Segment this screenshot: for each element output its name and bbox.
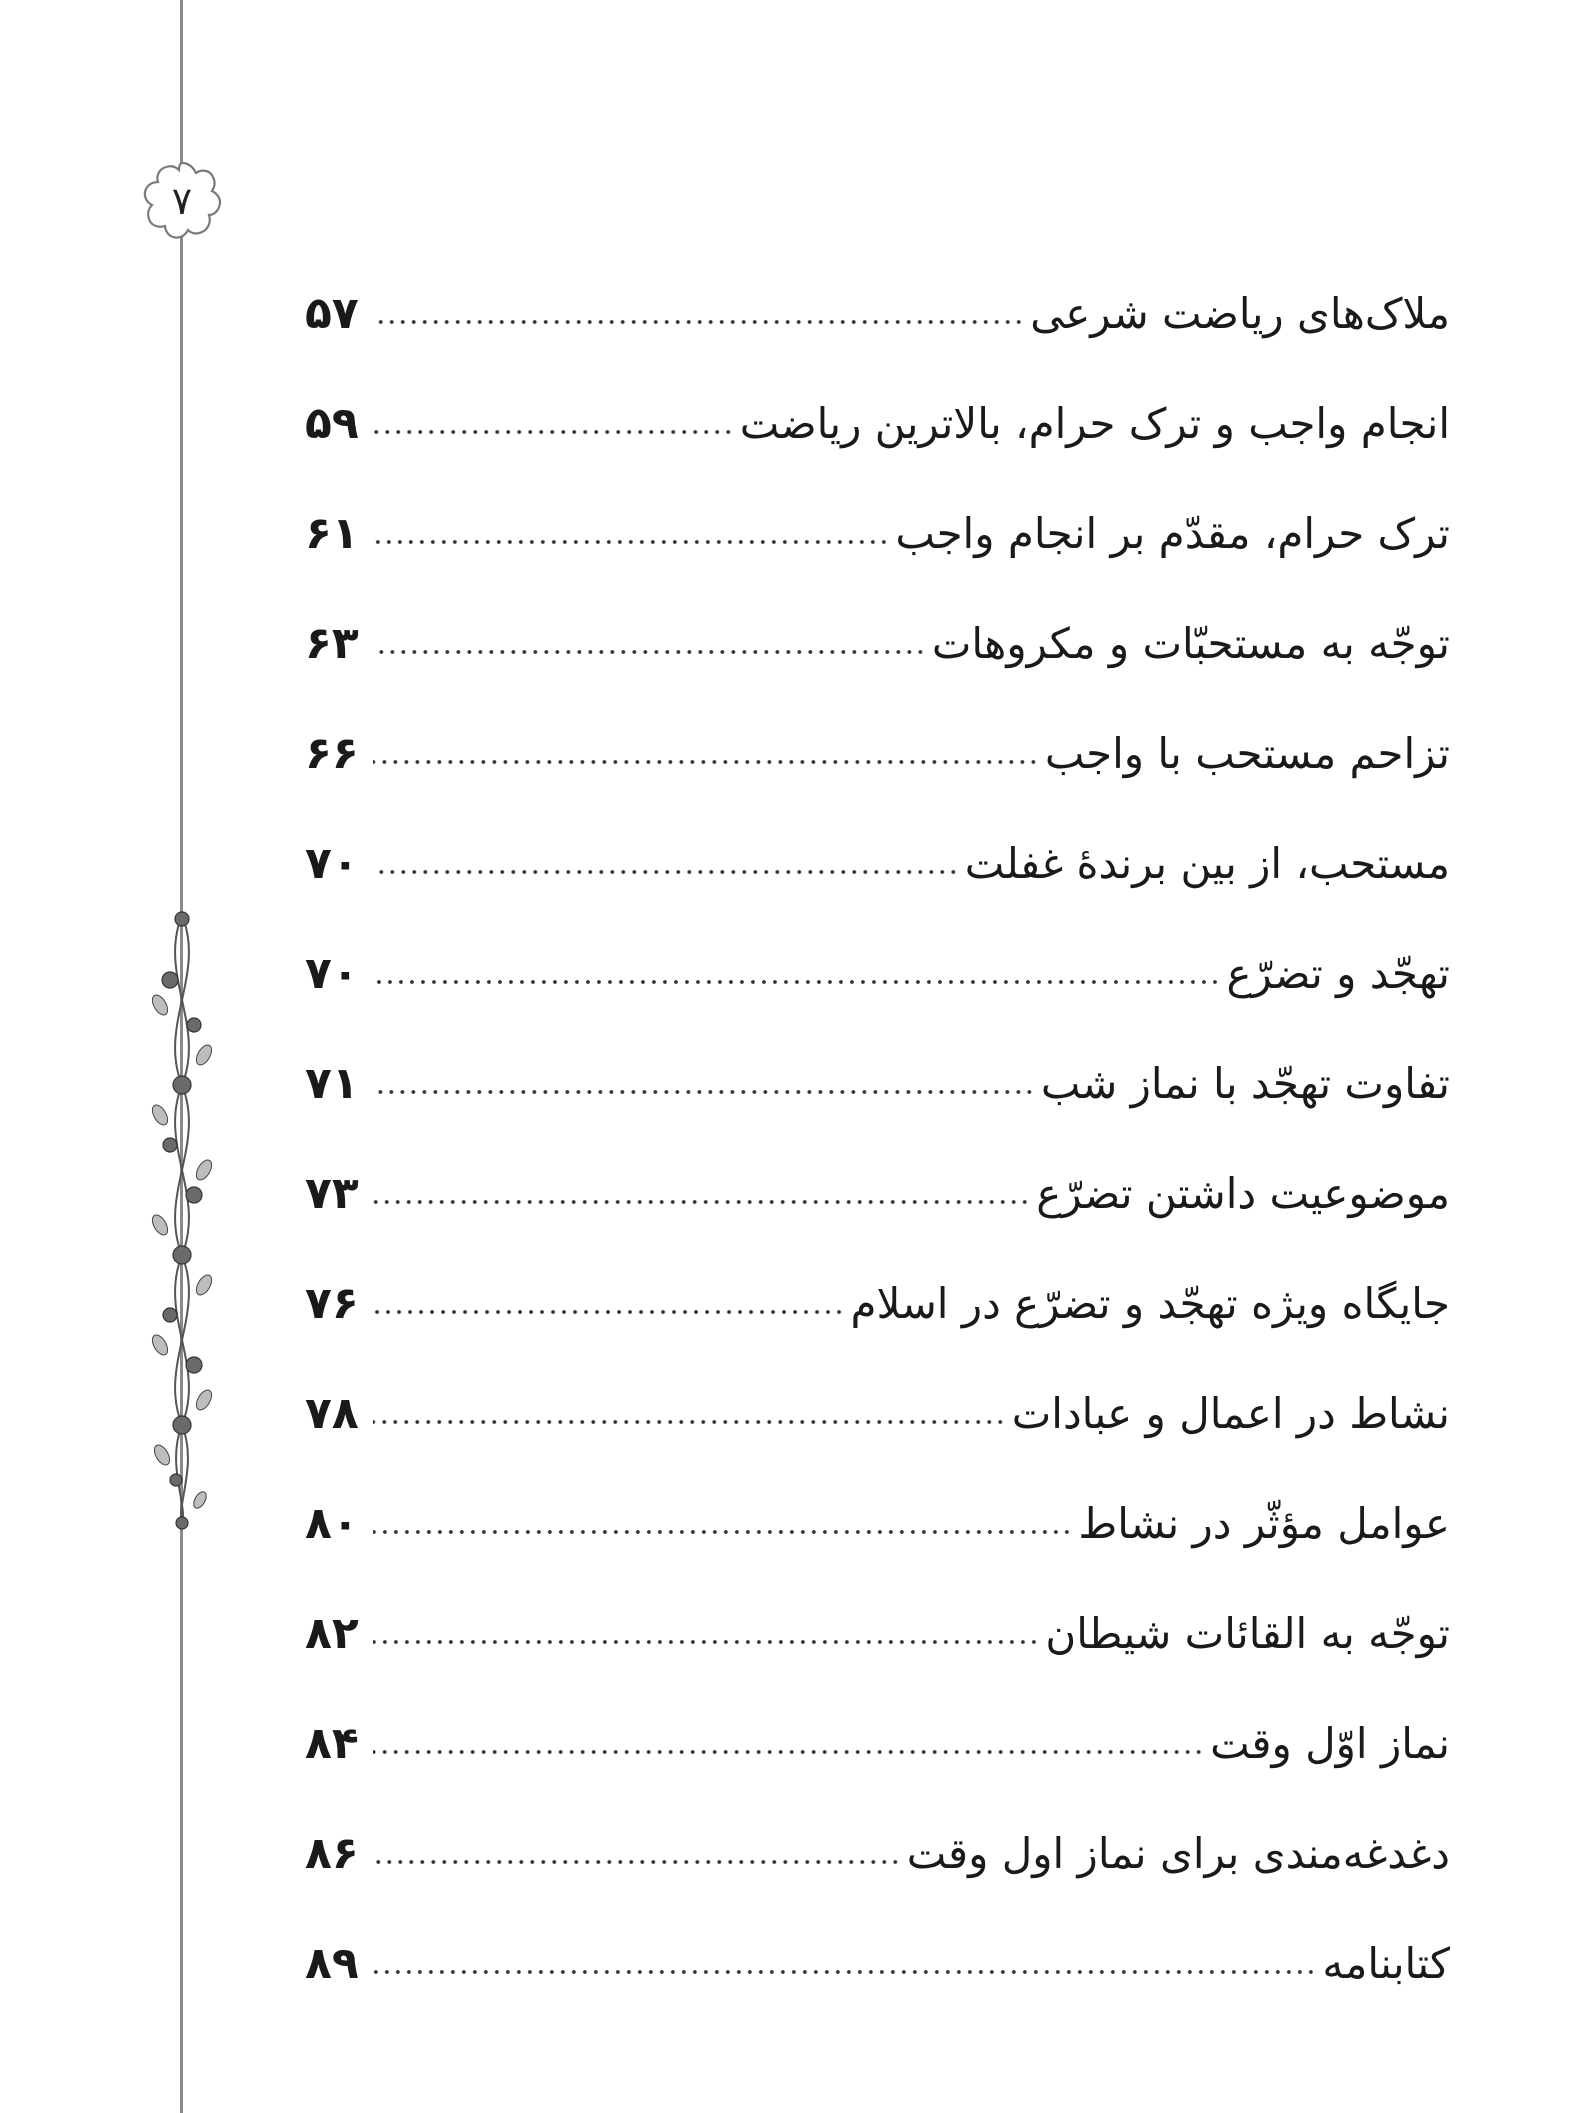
toc-entry-title: انجام واجب و ترک حرام، بالاترین ریاضت: [739, 398, 1450, 448]
dot-leader: [373, 1859, 901, 1865]
toc-entry-page-number: ۵۹: [305, 397, 359, 449]
toc-entry[interactable]: [305, 588, 1450, 698]
dot-leader: [373, 1309, 845, 1315]
floral-vine-icon: [148, 905, 216, 1535]
toc-entry-title: نشاط در اعمال و عبادات: [1011, 1388, 1450, 1438]
toc-entry[interactable]: [305, 1358, 1450, 1468]
dot-leader: [373, 319, 1024, 325]
toc-entry-title: ملاک‌های ریاضت شرعی: [1030, 288, 1450, 338]
dot-leader: [373, 1639, 1039, 1645]
dot-leader: [373, 649, 926, 655]
page-number: ۷: [171, 179, 193, 223]
toc-entry-page-number: ۷۶: [305, 1277, 359, 1329]
toc-entry-page-number: ۸۶: [305, 1827, 359, 1879]
toc-entry-title: عوامل مؤثّر در نشاط: [1078, 1498, 1450, 1548]
toc-entry-page-number: ۶۶: [305, 727, 359, 779]
dot-leader: [373, 979, 1220, 985]
toc-entry-page-number: ۸۰: [305, 1497, 359, 1549]
toc-entry[interactable]: [305, 1908, 1450, 2018]
toc-entry[interactable]: [305, 1688, 1450, 1798]
toc-entry[interactable]: [305, 918, 1450, 1028]
dot-leader: [373, 1969, 1316, 1975]
toc-entry-page-number: ۸۲: [305, 1607, 359, 1659]
toc-entry-title: ترک حرام، مقدّم بر انجام واجب: [895, 508, 1450, 558]
toc-entry[interactable]: [305, 1468, 1450, 1578]
toc-entry-page-number: ۷۰: [305, 947, 359, 999]
toc-entry-page-number: ۵۷: [305, 287, 359, 339]
toc-entry-title: موضوعیت داشتن تضرّع: [1036, 1168, 1450, 1218]
toc-entry[interactable]: [305, 258, 1450, 368]
toc-entry-page-number: ۷۳: [305, 1167, 359, 1219]
toc-entry-page-number: ۸۴: [305, 1717, 359, 1769]
toc-entry[interactable]: [305, 698, 1450, 808]
toc-entry-page-number: ۷۱: [305, 1057, 359, 1109]
toc-entry[interactable]: [305, 1578, 1450, 1688]
toc-entry[interactable]: [305, 368, 1450, 478]
toc-entry-page-number: ۷۸: [305, 1387, 359, 1439]
toc-entry-title: نماز اوّل وقت: [1210, 1718, 1450, 1768]
toc-entry-page-number: ۸۹: [305, 1937, 359, 1989]
toc-entry[interactable]: [305, 1248, 1450, 1358]
dot-leader: [373, 1199, 1030, 1205]
toc-entry-title: تهجّد و تضرّع: [1226, 948, 1450, 998]
toc-entry-title: توجّه به القائات شیطان: [1045, 1608, 1450, 1658]
dot-leader: [373, 759, 1039, 765]
toc-entry-title: تفاوت تهجّد با نماز شب: [1040, 1058, 1450, 1108]
toc-entry-title: توجّه به مستحبّات و مکروهات: [931, 618, 1450, 668]
toc-entry-page-number: ۷۰: [305, 837, 359, 889]
toc-entry-page-number: ۶۳: [305, 617, 359, 669]
dot-leader: [373, 1529, 1072, 1535]
toc-entry-title: کتابنامه: [1322, 1938, 1450, 1988]
table-of-contents: [305, 258, 1450, 2018]
toc-entry-title: تزاحم مستحب با واجب: [1044, 728, 1450, 778]
dot-leader: [373, 539, 889, 545]
toc-entry[interactable]: [305, 478, 1450, 588]
dot-leader: [373, 1749, 1204, 1755]
dot-leader: [373, 869, 959, 875]
toc-entry[interactable]: [305, 808, 1450, 918]
dot-leader: [373, 429, 734, 435]
toc-entry-title: جایگاه ویژه تهجّد و تضرّع در اسلام: [850, 1278, 1450, 1328]
page-number-badge: [138, 157, 226, 245]
toc-entry[interactable]: [305, 1798, 1450, 1908]
toc-entry-page-number: ۶۱: [305, 507, 359, 559]
toc-entry-title: مستحب، از بین برندۀ غفلت: [964, 838, 1450, 888]
dot-leader: [373, 1419, 1006, 1425]
dot-leader: [373, 1089, 1035, 1095]
toc-entry-title: دغدغه‌مندی برای نماز اول وقت: [906, 1828, 1450, 1878]
toc-entry[interactable]: [305, 1028, 1450, 1138]
toc-entry[interactable]: [305, 1138, 1450, 1248]
